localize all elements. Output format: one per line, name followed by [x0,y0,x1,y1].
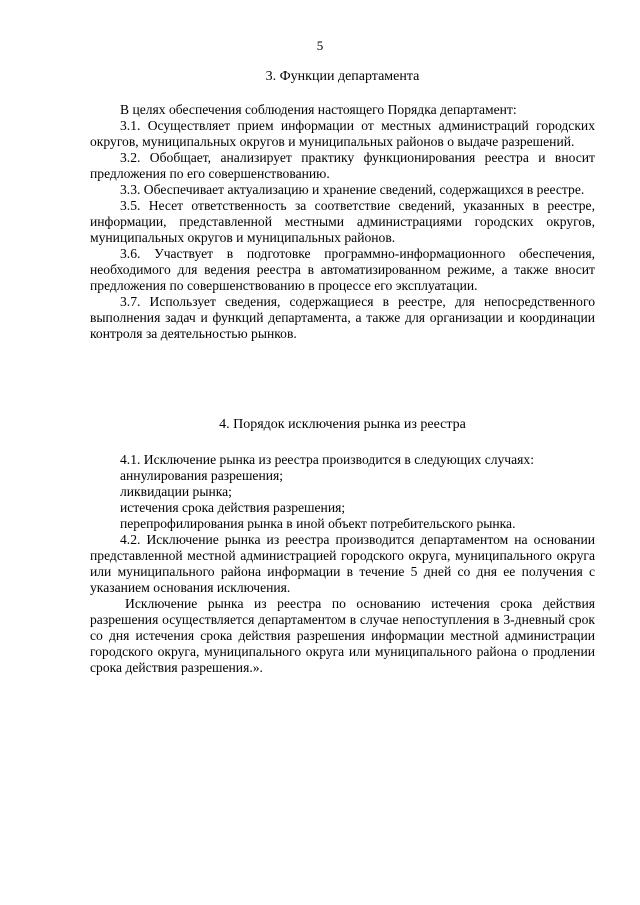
paragraph: 3.3. Обеспечивает актуализацию и хранение сведений, содержащихся в реестре. [120,182,585,197]
paragraph: 3.2. Обобщает, анализирует практику функционирования реестра и вносит предложения по его совершенствованию. [90,150,595,181]
section-3-title: 3. Функции департамента [265,69,420,84]
list-item: перепрофилирования рынка в иной объект потребительского рынка. [120,516,516,531]
paragraph: 4.1. Исключение рынка из реестра производится в следующих случаях: [120,452,534,467]
paragraph: В целях обеспечения соблюдения настоящего Порядка департамент: [120,102,517,117]
list-item: ликвидации рынка; [120,484,232,499]
paragraph: 4.2. Исключение рынка из реестра производится департаментом на основании представленной местной администрацией городского округа, муниципального округа или муниципального района информации в течение 5 дней со дня ее получения с указанием основания исключения. [90,532,595,595]
paragraph: 3.5. Несет ответственность за соответствие сведений, указанных в реестре, информации, представленной местными администрациями городских округов, муниципальных округов и муниципальных районов. [90,198,595,245]
paragraph: Исключение рынка из реестра по основанию истечения срока действия разрешения осуществляется департаментом в случае непоступления в 3-дневный срок со дня истечения срока действия разрешения информации местной администрации городского округа, муниципального округа или муниципального района о продлении срока действия разрешения.». [90,596,595,675]
paragraph: 3.7. Использует сведения, содержащиеся в реестре, для непосредственного выполнения задач и функций департамента, а также для организации и координации контроля за деятельностью рынков. [90,294,595,341]
section-4-title: 4. Порядок исключения рынка из реестра [219,417,466,432]
list-item: истечения срока действия разрешения; [120,500,346,515]
paragraph: 3.6. Участвует в подготовке программно-информационного обеспечения, необходимого для ведения реестра в автоматизированном режиме, а также вносит предложения по совершенствованию в процессе его эксплуатации. [90,246,595,293]
section-4-body [90,452,595,676]
section-3-body [90,102,595,342]
paragraph: 3.1. Осуществляет прием информации от местных администраций городских округов, муниципальных округов и муниципальных районов о выдаче разрешений. [90,118,595,149]
page-number: 5 [316,38,324,53]
list-item: аннулирования разрешения; [120,468,284,483]
